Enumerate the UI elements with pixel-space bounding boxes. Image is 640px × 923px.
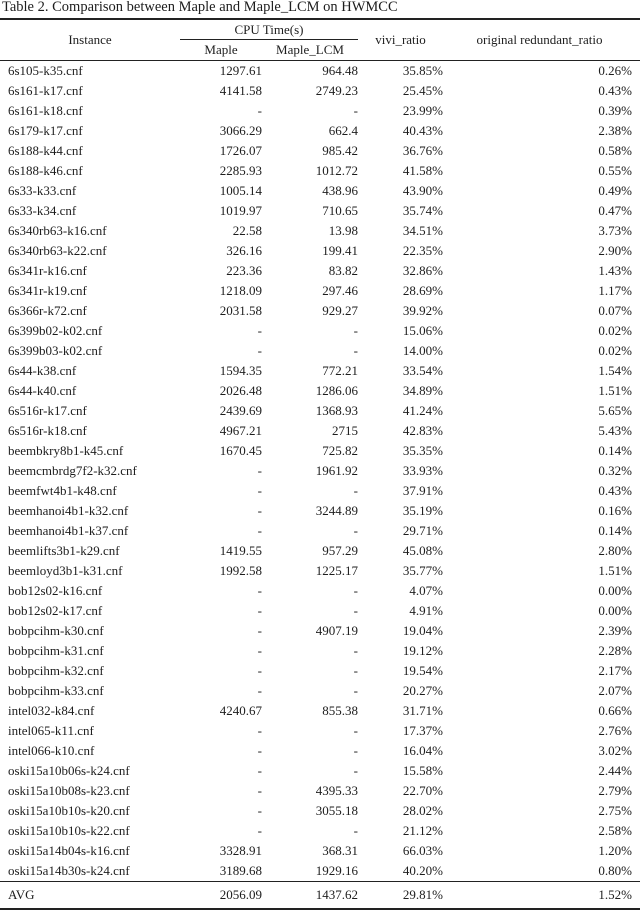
instance-cell: 6s341r-k16.cnf bbox=[8, 263, 87, 278]
original-redundant-ratio-cell: 1.20% bbox=[598, 843, 632, 858]
vivi-ratio-cell: 35.35% bbox=[402, 443, 443, 458]
maple-lcm-cell: 2749.23 bbox=[315, 83, 358, 98]
header-cpu-time-group: CPU Time(s) bbox=[180, 19, 358, 40]
vivi-ratio-cell: 15.58% bbox=[402, 763, 443, 778]
maple-cell: 2285.93 bbox=[219, 163, 262, 178]
vivi-ratio-cell: 41.58% bbox=[402, 163, 443, 178]
original-redundant-ratio-cell: 0.26% bbox=[598, 63, 632, 78]
table-row bbox=[0, 541, 640, 561]
maple-cell: 2026.48 bbox=[219, 383, 262, 398]
table-footer bbox=[0, 882, 640, 910]
maple-lcm-cell: 1368.93 bbox=[315, 403, 358, 418]
vivi-ratio-cell: 14.00% bbox=[402, 343, 443, 358]
maple-cell: 1594.35 bbox=[219, 363, 262, 378]
instance-cell: 6s516r-k17.cnf bbox=[8, 403, 87, 418]
maple-cell: - bbox=[257, 323, 262, 338]
instance-cell: intel032-k84.cnf bbox=[8, 703, 95, 718]
vivi-ratio-cell: 25.45% bbox=[402, 83, 443, 98]
vivi-ratio-cell: 37.91% bbox=[402, 483, 443, 498]
table-row bbox=[0, 381, 640, 401]
vivi-ratio-cell: 15.06% bbox=[402, 323, 443, 338]
table-title: Table 2. Comparison between Maple and Maple_LCM on HWMCC bbox=[2, 0, 398, 15]
maple-cell: 2439.69 bbox=[219, 403, 262, 418]
table-row bbox=[0, 101, 640, 121]
maple-cell: 3328.91 bbox=[219, 843, 262, 858]
maple-lcm-cell: 438.96 bbox=[322, 183, 358, 198]
vivi-ratio-cell: 32.86% bbox=[402, 263, 443, 278]
table-row bbox=[0, 481, 640, 501]
table-row bbox=[0, 341, 640, 361]
instance-cell: bobpcihm-k32.cnf bbox=[8, 663, 104, 678]
instance-cell: 6s341r-k19.cnf bbox=[8, 283, 87, 298]
instance-cell: oski15a14b30s-k24.cnf bbox=[8, 863, 130, 878]
maple-lcm-cell: - bbox=[353, 743, 358, 758]
maple-cell: - bbox=[257, 583, 262, 598]
vivi-ratio-cell: 40.43% bbox=[402, 123, 443, 138]
instance-cell: oski15a14b04s-k16.cnf bbox=[8, 843, 130, 858]
original-redundant-ratio-cell: 2.28% bbox=[598, 643, 632, 658]
instance-cell: 6s188-k46.cnf bbox=[8, 163, 83, 178]
maple-cell: 4967.21 bbox=[219, 423, 262, 438]
maple-cell: 1218.09 bbox=[219, 283, 262, 298]
instance-cell: beemlifts3b1-k29.cnf bbox=[8, 543, 120, 558]
table-row bbox=[0, 641, 640, 661]
maple-lcm-cell: 985.42 bbox=[322, 143, 358, 158]
maple-lcm-cell: 710.65 bbox=[322, 203, 358, 218]
maple-lcm-cell: 929.27 bbox=[322, 303, 358, 318]
table-row bbox=[0, 181, 640, 201]
instance-cell: bob12s02-k17.cnf bbox=[8, 603, 103, 618]
maple-lcm-cell: - bbox=[353, 343, 358, 358]
vivi-ratio-cell: 35.85% bbox=[402, 63, 443, 78]
maple-cell: - bbox=[257, 523, 262, 538]
original-redundant-ratio-cell: 2.39% bbox=[598, 623, 632, 638]
maple-lcm-cell: 772.21 bbox=[322, 363, 358, 378]
instance-cell: 6s399b02-k02.cnf bbox=[8, 323, 103, 338]
original-redundant-ratio-cell: 5.43% bbox=[598, 423, 632, 438]
table-row bbox=[0, 581, 640, 601]
table-row bbox=[0, 861, 640, 882]
table-row bbox=[0, 601, 640, 621]
instance-cell: bob12s02-k16.cnf bbox=[8, 583, 103, 598]
vivi-ratio-cell: 34.51% bbox=[402, 223, 443, 238]
original-redundant-ratio-cell: 2.80% bbox=[598, 543, 632, 558]
original-redundant-ratio-cell: 1.54% bbox=[598, 363, 632, 378]
instance-cell: beemcmbrdg7f2-k32.cnf bbox=[8, 463, 137, 478]
maple-cell: - bbox=[257, 743, 262, 758]
maple-cell: 1726.07 bbox=[219, 143, 262, 158]
maple-lcm-cell: 725.82 bbox=[322, 443, 358, 458]
instance-cell: intel065-k11.cnf bbox=[8, 723, 94, 738]
maple-lcm-cell: 1929.16 bbox=[315, 863, 358, 878]
table-row bbox=[0, 401, 640, 421]
avg-original-redundant-ratio: 1.52% bbox=[598, 887, 632, 902]
header-maple-lcm: Maple_LCM bbox=[276, 42, 344, 57]
instance-cell: beemhanoi4b1-k32.cnf bbox=[8, 503, 129, 518]
instance-cell: 6s161-k18.cnf bbox=[8, 103, 83, 118]
avg-maple-lcm: 1437.62 bbox=[315, 887, 358, 902]
table-row bbox=[0, 161, 640, 181]
vivi-ratio-cell: 29.71% bbox=[402, 523, 443, 538]
maple-cell: - bbox=[257, 343, 262, 358]
vivi-ratio-cell: 22.35% bbox=[402, 243, 443, 258]
maple-lcm-cell: 957.29 bbox=[322, 543, 358, 558]
maple-cell: - bbox=[257, 643, 262, 658]
original-redundant-ratio-cell: 0.80% bbox=[598, 863, 632, 878]
table-row bbox=[0, 781, 640, 801]
vivi-ratio-cell: 22.70% bbox=[402, 783, 443, 798]
instance-cell: 6s366r-k72.cnf bbox=[8, 303, 87, 318]
original-redundant-ratio-cell: 0.43% bbox=[598, 83, 632, 98]
vivi-ratio-cell: 28.69% bbox=[402, 283, 443, 298]
maple-cell: - bbox=[257, 603, 262, 618]
table-body bbox=[0, 61, 640, 882]
original-redundant-ratio-cell: 2.44% bbox=[598, 763, 632, 778]
original-redundant-ratio-cell: 0.55% bbox=[598, 163, 632, 178]
instance-cell: oski15a10b08s-k23.cnf bbox=[8, 783, 130, 798]
avg-label: AVG bbox=[8, 887, 35, 902]
vivi-ratio-cell: 33.54% bbox=[402, 363, 443, 378]
original-redundant-ratio-cell: 5.65% bbox=[598, 403, 632, 418]
maple-lcm-cell: 4907.19 bbox=[315, 623, 358, 638]
instance-cell: 6s44-k40.cnf bbox=[8, 383, 77, 398]
original-redundant-ratio-cell: 2.76% bbox=[598, 723, 632, 738]
vivi-ratio-cell: 36.76% bbox=[402, 143, 443, 158]
instance-cell: bobpcihm-k30.cnf bbox=[8, 623, 104, 638]
maple-cell: 223.36 bbox=[226, 263, 262, 278]
original-redundant-ratio-cell: 1.17% bbox=[598, 283, 632, 298]
original-redundant-ratio-cell: 2.58% bbox=[598, 823, 632, 838]
original-redundant-ratio-cell: 3.73% bbox=[598, 223, 632, 238]
table-row bbox=[0, 281, 640, 301]
avg-vivi-ratio: 29.81% bbox=[402, 887, 443, 902]
comparison-table bbox=[0, 18, 640, 910]
instance-cell: 6s516r-k18.cnf bbox=[8, 423, 87, 438]
maple-cell: 22.58 bbox=[232, 223, 262, 238]
original-redundant-ratio-cell: 0.47% bbox=[598, 203, 632, 218]
table-row bbox=[0, 621, 640, 641]
maple-lcm-cell: 1961.92 bbox=[315, 463, 358, 478]
instance-cell: 6s33-k34.cnf bbox=[8, 203, 77, 218]
vivi-ratio-cell: 23.99% bbox=[402, 103, 443, 118]
vivi-ratio-cell: 42.83% bbox=[402, 423, 443, 438]
maple-cell: - bbox=[257, 483, 262, 498]
maple-cell: - bbox=[257, 683, 262, 698]
vivi-ratio-cell: 35.77% bbox=[402, 563, 443, 578]
table-row bbox=[0, 821, 640, 841]
original-redundant-ratio-cell: 0.16% bbox=[598, 503, 632, 518]
original-redundant-ratio-cell: 0.00% bbox=[598, 583, 632, 598]
maple-cell: 1419.55 bbox=[219, 543, 262, 558]
vivi-ratio-cell: 41.24% bbox=[402, 403, 443, 418]
original-redundant-ratio-cell: 0.00% bbox=[598, 603, 632, 618]
maple-lcm-cell: - bbox=[353, 823, 358, 838]
instance-cell: oski15a10b10s-k22.cnf bbox=[8, 823, 130, 838]
table-row bbox=[0, 61, 640, 82]
maple-lcm-cell: - bbox=[353, 483, 358, 498]
maple-cell: - bbox=[257, 763, 262, 778]
vivi-ratio-cell: 34.89% bbox=[402, 383, 443, 398]
instance-cell: beembkry8b1-k45.cnf bbox=[8, 443, 124, 458]
avg-row bbox=[0, 882, 640, 910]
original-redundant-ratio-cell: 2.90% bbox=[598, 243, 632, 258]
table-row bbox=[0, 661, 640, 681]
maple-lcm-cell: 3244.89 bbox=[315, 503, 358, 518]
original-redundant-ratio-cell: 0.02% bbox=[598, 323, 632, 338]
instance-cell: beemfwt4b1-k48.cnf bbox=[8, 483, 117, 498]
maple-cell: 4240.67 bbox=[219, 703, 262, 718]
vivi-ratio-cell: 16.04% bbox=[402, 743, 443, 758]
original-redundant-ratio-cell: 2.07% bbox=[598, 683, 632, 698]
instance-cell: 6s179-k17.cnf bbox=[8, 123, 83, 138]
original-redundant-ratio-cell: 2.75% bbox=[598, 803, 632, 818]
maple-lcm-cell: 199.41 bbox=[322, 243, 358, 258]
table-row bbox=[0, 421, 640, 441]
original-redundant-ratio-cell: 0.14% bbox=[598, 443, 632, 458]
maple-cell: 3066.29 bbox=[219, 123, 262, 138]
original-redundant-ratio-cell: 0.32% bbox=[598, 463, 632, 478]
maple-lcm-cell: 855.38 bbox=[322, 703, 358, 718]
original-redundant-ratio-cell: 3.02% bbox=[598, 743, 632, 758]
instance-cell: 6s161-k17.cnf bbox=[8, 83, 83, 98]
original-redundant-ratio-cell: 2.38% bbox=[598, 123, 632, 138]
vivi-ratio-cell: 21.12% bbox=[402, 823, 443, 838]
vivi-ratio-cell: 39.92% bbox=[402, 303, 443, 318]
maple-lcm-cell: - bbox=[353, 103, 358, 118]
instance-cell: intel066-k10.cnf bbox=[8, 743, 95, 758]
maple-lcm-cell: 1225.17 bbox=[315, 563, 358, 578]
header-instance: Instance bbox=[68, 32, 112, 47]
original-redundant-ratio-cell: 2.17% bbox=[598, 663, 632, 678]
maple-lcm-cell: - bbox=[353, 603, 358, 618]
maple-cell: - bbox=[257, 503, 262, 518]
instance-cell: 6s399b03-k02.cnf bbox=[8, 343, 103, 358]
table-row bbox=[0, 221, 640, 241]
table-row bbox=[0, 321, 640, 341]
table-row bbox=[0, 441, 640, 461]
maple-lcm-cell: 1012.72 bbox=[315, 163, 358, 178]
table-row bbox=[0, 761, 640, 781]
table-row bbox=[0, 501, 640, 521]
maple-cell: - bbox=[257, 623, 262, 638]
table-row bbox=[0, 561, 640, 581]
maple-cell: 1297.61 bbox=[219, 63, 262, 78]
header-vivi-ratio: vivi_ratio bbox=[375, 32, 426, 47]
original-redundant-ratio-cell: 1.43% bbox=[598, 263, 632, 278]
table-row bbox=[0, 81, 640, 101]
vivi-ratio-cell: 40.20% bbox=[402, 863, 443, 878]
table-row bbox=[0, 521, 640, 541]
maple-cell: 1005.14 bbox=[219, 183, 262, 198]
maple-lcm-cell: 662.4 bbox=[328, 123, 358, 138]
maple-cell: 1019.97 bbox=[219, 203, 262, 218]
vivi-ratio-cell: 35.19% bbox=[402, 503, 443, 518]
instance-cell: 6s188-k44.cnf bbox=[8, 143, 83, 158]
vivi-ratio-cell: 19.04% bbox=[402, 623, 443, 638]
maple-lcm-cell: 964.48 bbox=[322, 63, 358, 78]
maple-lcm-cell: 1286.06 bbox=[315, 383, 358, 398]
maple-cell: 4141.58 bbox=[219, 83, 262, 98]
instance-cell: oski15a10b06s-k24.cnf bbox=[8, 763, 130, 778]
table-row bbox=[0, 121, 640, 141]
table-row bbox=[0, 681, 640, 701]
vivi-ratio-cell: 4.91% bbox=[409, 603, 443, 618]
maple-cell: - bbox=[257, 803, 262, 818]
vivi-ratio-cell: 31.71% bbox=[402, 703, 443, 718]
maple-lcm-cell: 13.98 bbox=[328, 223, 358, 238]
original-redundant-ratio-cell: 1.51% bbox=[598, 563, 632, 578]
table-row bbox=[0, 361, 640, 381]
vivi-ratio-cell: 28.02% bbox=[402, 803, 443, 818]
instance-cell: 6s33-k33.cnf bbox=[8, 183, 77, 198]
vivi-ratio-cell: 43.90% bbox=[402, 183, 443, 198]
table-row bbox=[0, 721, 640, 741]
maple-lcm-cell: 297.46 bbox=[322, 283, 358, 298]
table-row bbox=[0, 841, 640, 861]
original-redundant-ratio-cell: 0.43% bbox=[598, 483, 632, 498]
original-redundant-ratio-cell: 0.39% bbox=[598, 103, 632, 118]
maple-cell: - bbox=[257, 823, 262, 838]
maple-lcm-cell: 368.31 bbox=[322, 843, 358, 858]
maple-cell: - bbox=[257, 463, 262, 478]
instance-cell: oski15a10b10s-k20.cnf bbox=[8, 803, 130, 818]
maple-lcm-cell: - bbox=[353, 323, 358, 338]
table-row bbox=[0, 141, 640, 161]
vivi-ratio-cell: 35.74% bbox=[402, 203, 443, 218]
instance-cell: 6s105-k35.cnf bbox=[8, 63, 83, 78]
table-header bbox=[0, 19, 640, 61]
original-redundant-ratio-cell: 0.14% bbox=[598, 523, 632, 538]
maple-lcm-cell: - bbox=[353, 723, 358, 738]
maple-cell: 2031.58 bbox=[219, 303, 262, 318]
original-redundant-ratio-cell: 2.79% bbox=[598, 783, 632, 798]
maple-cell: - bbox=[257, 723, 262, 738]
vivi-ratio-cell: 19.54% bbox=[402, 663, 443, 678]
vivi-ratio-cell: 4.07% bbox=[409, 583, 443, 598]
maple-lcm-cell: 83.82 bbox=[328, 263, 358, 278]
maple-lcm-cell: - bbox=[353, 763, 358, 778]
table-row bbox=[0, 701, 640, 721]
maple-lcm-cell: 2715 bbox=[332, 423, 358, 438]
instance-cell: 6s44-k38.cnf bbox=[8, 363, 77, 378]
table-row bbox=[0, 741, 640, 761]
instance-cell: bobpcihm-k31.cnf bbox=[8, 643, 104, 658]
maple-lcm-cell: 4395.33 bbox=[315, 783, 358, 798]
table-row bbox=[0, 801, 640, 821]
table-row bbox=[0, 301, 640, 321]
original-redundant-ratio-cell: 0.49% bbox=[598, 183, 632, 198]
original-redundant-ratio-cell: 0.07% bbox=[598, 303, 632, 318]
table-row bbox=[0, 241, 640, 261]
original-redundant-ratio-cell: 0.66% bbox=[598, 703, 632, 718]
maple-lcm-cell: - bbox=[353, 683, 358, 698]
maple-cell: - bbox=[257, 663, 262, 678]
maple-lcm-cell: 3055.18 bbox=[315, 803, 358, 818]
table-row bbox=[0, 201, 640, 221]
instance-cell: beemhanoi4b1-k37.cnf bbox=[8, 523, 129, 538]
instance-cell: 6s340rb63-k22.cnf bbox=[8, 243, 107, 258]
table-row bbox=[0, 261, 640, 281]
vivi-ratio-cell: 45.08% bbox=[402, 543, 443, 558]
vivi-ratio-cell: 17.37% bbox=[402, 723, 443, 738]
maple-cell: 1992.58 bbox=[219, 563, 262, 578]
original-redundant-ratio-cell: 0.02% bbox=[598, 343, 632, 358]
instance-cell: beemloyd3b1-k31.cnf bbox=[8, 563, 123, 578]
vivi-ratio-cell: 66.03% bbox=[402, 843, 443, 858]
instance-cell: 6s340rb63-k16.cnf bbox=[8, 223, 107, 238]
maple-cell: 326.16 bbox=[226, 243, 262, 258]
maple-cell: 3189.68 bbox=[219, 863, 262, 878]
vivi-ratio-cell: 20.27% bbox=[402, 683, 443, 698]
maple-cell: - bbox=[257, 783, 262, 798]
header-maple: Maple bbox=[204, 42, 238, 57]
original-redundant-ratio-cell: 0.58% bbox=[598, 143, 632, 158]
avg-maple: 2056.09 bbox=[219, 887, 262, 902]
maple-lcm-cell: - bbox=[353, 523, 358, 538]
vivi-ratio-cell: 33.93% bbox=[402, 463, 443, 478]
maple-lcm-cell: - bbox=[353, 663, 358, 678]
maple-cell: 1670.45 bbox=[219, 443, 262, 458]
header-original-redundant-ratio: original redundant_ratio bbox=[476, 32, 603, 47]
maple-cell: - bbox=[257, 103, 262, 118]
table-row bbox=[0, 461, 640, 481]
header-row-1 bbox=[0, 19, 640, 40]
maple-lcm-cell: - bbox=[353, 643, 358, 658]
original-redundant-ratio-cell: 1.51% bbox=[598, 383, 632, 398]
maple-lcm-cell: - bbox=[353, 583, 358, 598]
vivi-ratio-cell: 19.12% bbox=[402, 643, 443, 658]
instance-cell: bobpcihm-k33.cnf bbox=[8, 683, 104, 698]
